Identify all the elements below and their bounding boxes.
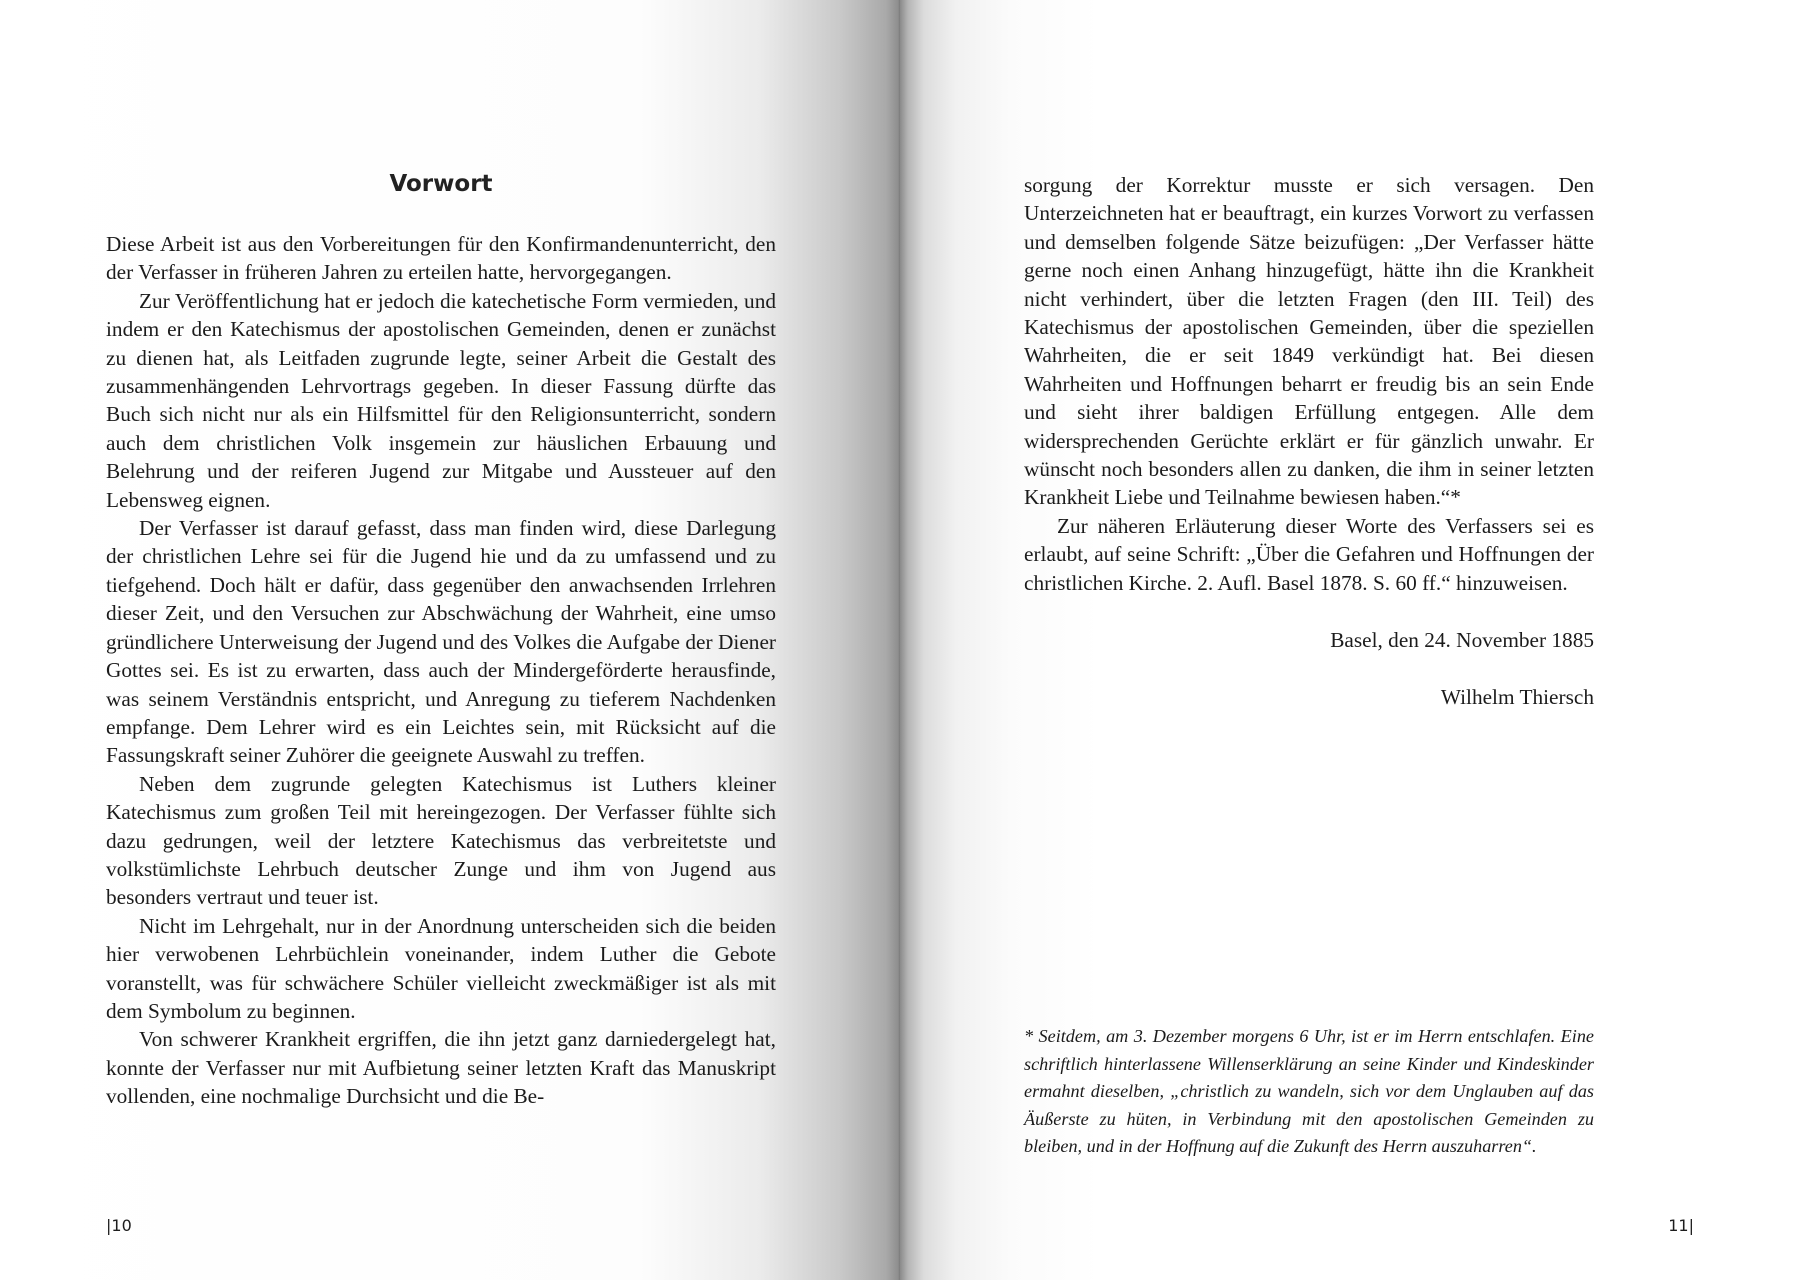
paragraph: Zur näheren Erläuterung dieser Worte des Verfassers sei es erlaubt, auf seine Schrift: „Über die Gefahren und Hoffnungen der christlichen Kirche. 2. Aufl. Basel 1878. S. 60 ff.“ hinzuweisen. [1024,513,1594,595]
paragraph: Diese Arbeit ist aus den Vorbereitungen für den Konfirmandenunterricht, den der Verfasser in früheren Jahren zu erteilen hatte, hervorgegangen. [106,232,776,285]
paragraph: Zur Veröffentlichung hat er jedoch die katechetische Form vermieden, und indem er den Katechismus der apostolischen Gemeinden, denen er zunächst zu dienen hat, als Leitfaden zugrunde legte, seiner Arbeit die Gestalt des zusammenhängenden Lehrvortrags gegeben. In dieser Fassung dürfte das Buch sich nicht nur als ein Hilfsmittel für den Religionsunterricht, sondern auch dem christlichen Volk insgemein zur häuslichen Erbauung und Belehrung und der reiferen Jugend zur Mitgabe und Aussteuer auf den Lebensweg eignen. [106,288,776,512]
page-number-right: 11| [1668,1216,1694,1235]
place-date: Basel, den 24. November 1885 [1330,628,1594,653]
paragraph: Von schwerer Krankheit ergriffen, die ihn jetzt ganz darniedergelegt hat, konnte der Verfasser nur mit Aufbietung seiner letzten Kraft das Manuskript vollenden, eine nochmalige Durchsicht und die Be- [106,1027,776,1109]
right-text-column [1024,171,1594,711]
paragraph: Nicht im Lehrgehalt, nur in der Anordnung unterscheiden sich die beiden hier verwobenen Lehrbüchlein voneinander, indem Luther die Gebote voranstellt, was für schwächere Schüler vielleicht zweckmäßiger ist als mit dem Symbolum zu beginnen. [106,913,776,1023]
paragraph: sorgung der Korrektur musste er sich versagen. Den Unterzeichneten hat er beauftragt, ein kurzes Vorwort zu verfassen und demselben folgende Sätze beizufügen: „Der Verfasser hätte gerne noch einen Anhang hinzugefügt, hätte ihn die Krankheit nicht verhindert, über die letzten Fragen (den III. Teil) des Katechismus der apostolischen Gemeinden, über die speziellen Wahrheiten, die er seit 1849 verkündigt hat. Bei diesen Wahrheiten und Hoffnungen beharrt er freudig bis an sein Ende und sieht ihrer baldigen Erfüllung entgegen. Alle dem widersprechenden Gerüchte erklärt er für gänzlich unwahr. Er wünscht noch besonders allen zu danken, die ihm in seiner letzten Krankheit Liebe und Teilnahme bewiesen haben.“* [1024,173,1594,510]
paragraph: Neben dem zugrunde gelegten Katechismus ist Luthers kleiner Katechismus zum großen Teil mit hereingezogen. Der Verfasser fühlte sich dazu gedrungen, weil der letztere Katechismus das verbreitetste und volkstümlichste Lehrbuch deutscher Zunge und ihm von Jugend aus besonders vertraut und teuer ist. [106,771,776,910]
right-page [900,0,1796,1280]
page-title: Vorwort [389,171,493,197]
paragraph: Der Verfasser ist darauf gefasst, dass man finden wird, diese Darlegung der christlichen Lehre sei für die Jugend hie und da zu umfassend und zu tiefgehend. Doch hält er dafür, dass gegenüber den anwachsenden Irrlehren dieser Zeit, und den Versuchen zur Abschwächung der Wahrheit, eine umso gründlichere Unterweisung der Jugend und des Volkes die Aufgabe der Diener Gottes sei. Es ist zu erwarten, dass auch der Mindergeförderte herausfinde, was seinem Verständnis entspricht, und Anregung zu tieferem Nachdenken empfange. Dem Lehrer wird es ein Leichtes sein, mit Rücksicht auf die Fassungskraft seiner Zuhörer die geeignete Auswahl zu treffen. [106,516,776,768]
page-number-left: |10 [106,1216,132,1235]
left-text-column [106,230,776,1111]
footnote: * Seitdem, am 3. Dezember morgens 6 Uhr, ist er im Herrn entschlafen. Eine schriftlich hinterlassene Willenserklärung an seine Kinder und Kindeskinder ermahnt dieselben, „christlich zu wandeln, sich vor dem Unglauben auf das Äußerste zu hüten, in Verbindung mit den apostolischen Gemeinden zu bleiben, und in der Hoffnung auf die Zukunft des Herrn auszuharren“. [1024,1026,1594,1156]
signature: Wilhelm Thiersch [1440,684,1594,709]
